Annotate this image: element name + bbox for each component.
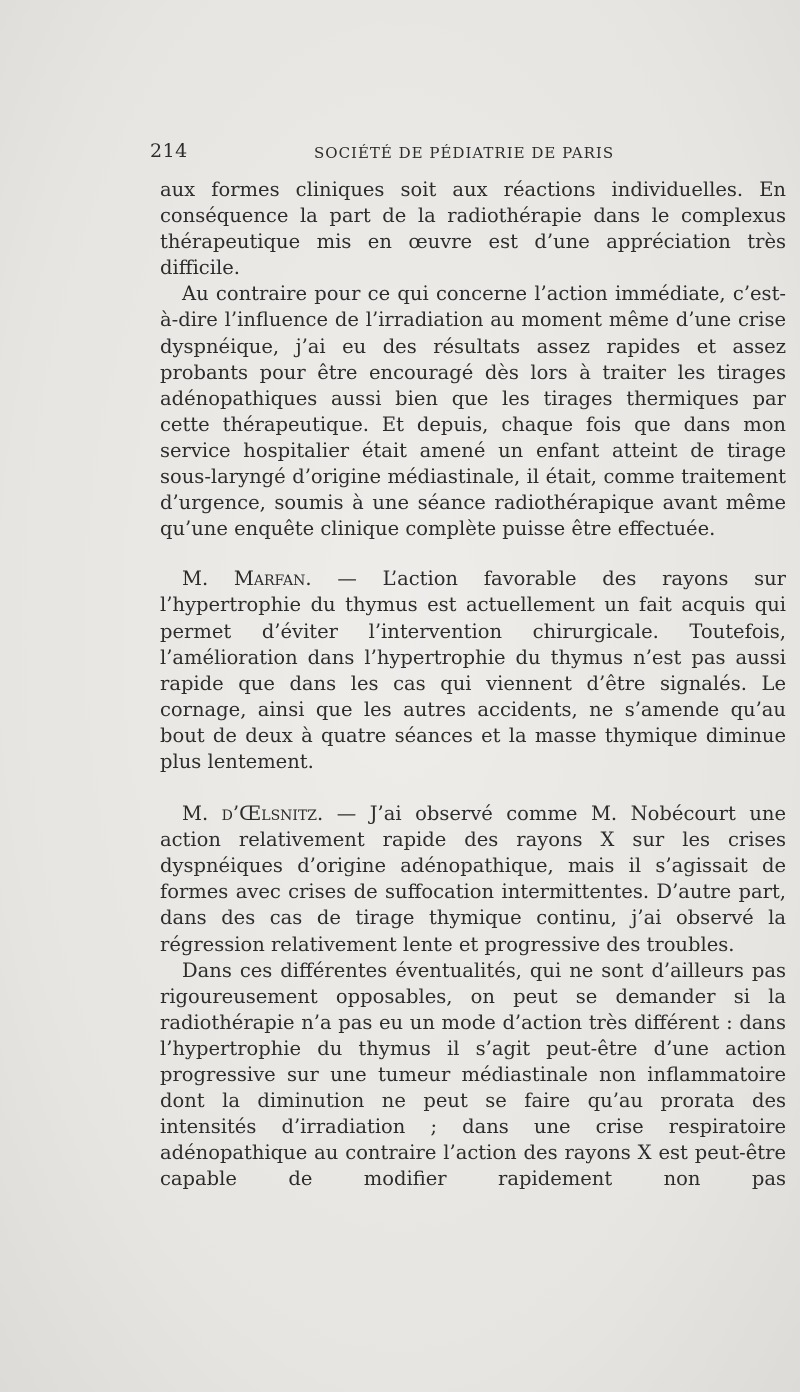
running-title: SOCIÉTÉ DE PÉDIATRIE DE PARIS xyxy=(314,144,615,162)
paragraph-continuation: aux formes cliniques soit aux réactions individuelles. En conséquence la part de la radiothérapie dans le complexus thérapeutique mis en œuvre est d’une appréciation très difficile. xyxy=(160,178,786,280)
speaker-marfan: M. Marfan. xyxy=(182,567,312,591)
paragraph-oelsnitz xyxy=(160,801,786,958)
marfan-text: — L’action favorable des rayons sur l’hypertrophie du thymus est actuellement un fait acquis qui permet d’éviter l’intervention chirurgicale. Toutefois, l’amélioration dans l’hypertrophie du thymus n’est pas aussi rapide que dans les cas qui viennent d’être signalés. Le cornage, ainsi que les autres accidents, ne s’amende qu’au bout de deux à quatre séances et la masse thymique diminue plus lentement. xyxy=(160,567,786,773)
paragraph-eventualities: Dans ces différentes éventualités, qui ne sont d’ailleurs pas rigoureusement opposables, on peut se demander si la radiothérapie n’a pas eu un mode d’action très différent : dans l’hypertrophie du thymus il s’agit peut-être d’une action progressive sur une tumeur médiastinale non inflammatoire dont la diminution ne peut se faire qu’au prorata des intensités d’irradiation ; dans une crise respiratoire adénopathique au contraire l’action des rayons X est peut-être capable de modifier rapidement non pas xyxy=(160,958,786,1191)
paragraph-marfan xyxy=(160,566,786,775)
body-text xyxy=(160,177,786,1192)
page-number: 214 xyxy=(150,140,188,162)
page-header xyxy=(150,140,786,170)
oelsnitz-text: — J’ai observé comme M. Nobécourt une action relativement rapide des rayons X sur les crises dyspnéiques d’origine adénopathique, mais il s’agissait de formes avec crises de suffocation intermittentes. D’autre part, dans des cas de tirage thymique continu, j’ai observé la régression relativement lente et progressive des troubles. xyxy=(160,802,786,956)
speaker-oelsnitz: M. d’Œlsnitz. xyxy=(182,802,324,826)
paragraph-immediate-action: Au contraire pour ce qui concerne l’action immédiate, c’est-à-dire l’influence de l’irradiation au moment même d’une crise dyspnéique, j’ai eu des résultats assez rapides et assez probants pour être encouragé dès lors à traiter les tirages adénopathiques aussi bien que les tirages thermiques par cette thérapeutique. Et depuis, chaque fois que dans mon service hospitalier était amené un enfant atteint de tirage sous-laryngé d’origine médiastinale, il était, comme traitement d’urgence, soumis à une séance radiothérapique avant même qu’une enquête clinique complète puisse être effectuée. xyxy=(160,282,786,541)
